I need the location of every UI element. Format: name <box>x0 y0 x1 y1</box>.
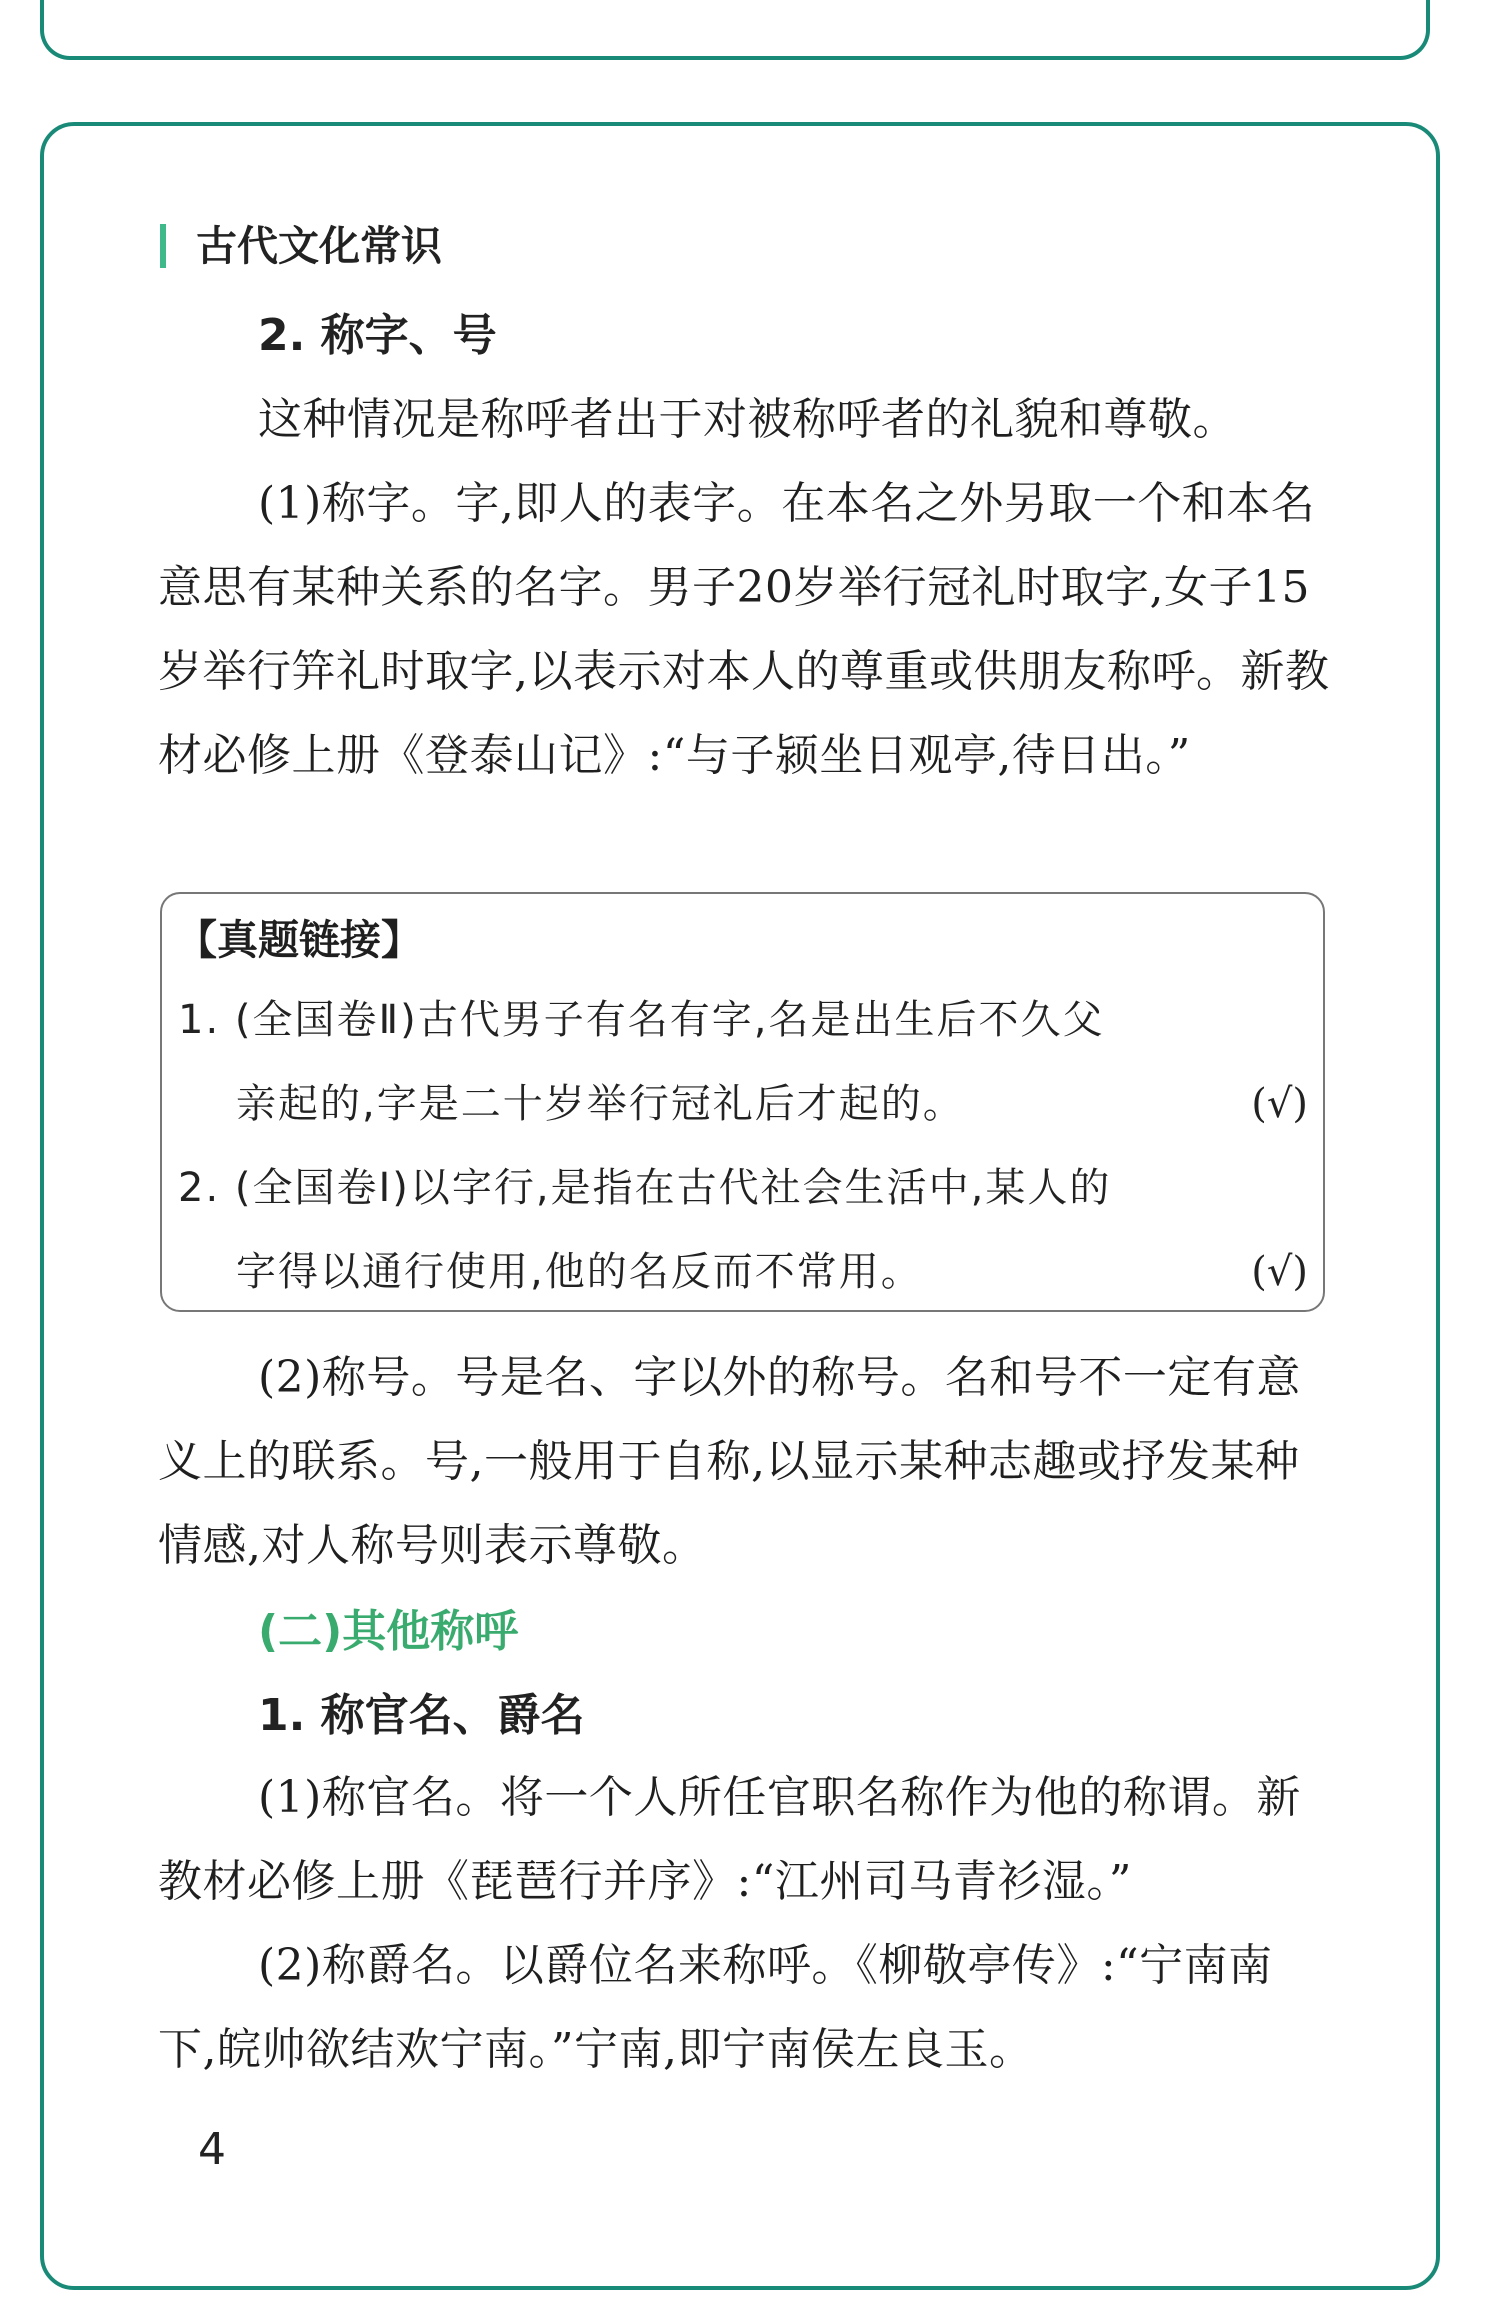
question-1-answer-mark: (√) <box>1251 1081 1308 1127</box>
sub-heading-guan-jue: 1. 称官名、爵名 <box>258 1690 585 1741</box>
paragraph-jue-ming: (2)称爵名。以爵位名来称呼。《柳敬亭传》:“宁南南下,皖帅欲结欢宁南。”宁南,即宁南侯左良玉。 <box>158 1940 1273 2075</box>
previous-card-border <box>40 0 1430 60</box>
section-label-text: 古代文化常识 <box>196 222 442 270</box>
paragraph-guan-ming: (1)称官名。将一个人所任官职名称作为他的称谓。新教材必修上册《琵琶行并序》:“江州司马青衫湿。” <box>158 1772 1301 1907</box>
green-heading-other-titles: (二)其他称呼 <box>258 1606 519 1657</box>
section-label <box>160 218 442 274</box>
page-number: 4 <box>198 2124 226 2175</box>
intro-paragraph: 这种情况是称呼者出于对被称呼者的礼貌和尊敬。 <box>258 394 1237 445</box>
paragraph-cheng-zi: (1)称字。字,即人的表字。在本名之外另取一个和本名意思有某种关系的名字。男子20岁举行冠礼时取字,女子15岁举行笄礼时取字,以表示对本人的尊重或供朋友称呼。新教材必修上册《登泰山记》:“与子颍坐日观亭,待日出。” <box>158 478 1330 781</box>
question-1-line-1: 1. (全国卷Ⅱ)古代男子有名有字,名是出生后不久父 <box>178 997 1105 1043</box>
question-1-line-2: 亲起的,字是二十岁举行冠礼后才起的。 <box>236 1081 965 1127</box>
question-2-answer-mark: (√) <box>1251 1249 1308 1295</box>
sub-heading-cheng-zi-hao: 2. 称字、号 <box>258 310 497 361</box>
paragraph-cheng-hao: (2)称号。号是名、字以外的称号。名和号不一定有意义上的联系。号,一般用于自称,以显示某种志趣或抒发某种情感,对人称号则表示尊敬。 <box>158 1352 1301 1571</box>
section-bar-icon <box>160 224 166 268</box>
question-2-line-2: 字得以通行使用,他的名反而不常用。 <box>236 1249 923 1295</box>
exam-link-title: 【真题链接】 <box>176 916 422 964</box>
question-2-line-1: 2. (全国卷Ⅰ)以字行,是指在古代社会生活中,某人的 <box>178 1165 1112 1211</box>
